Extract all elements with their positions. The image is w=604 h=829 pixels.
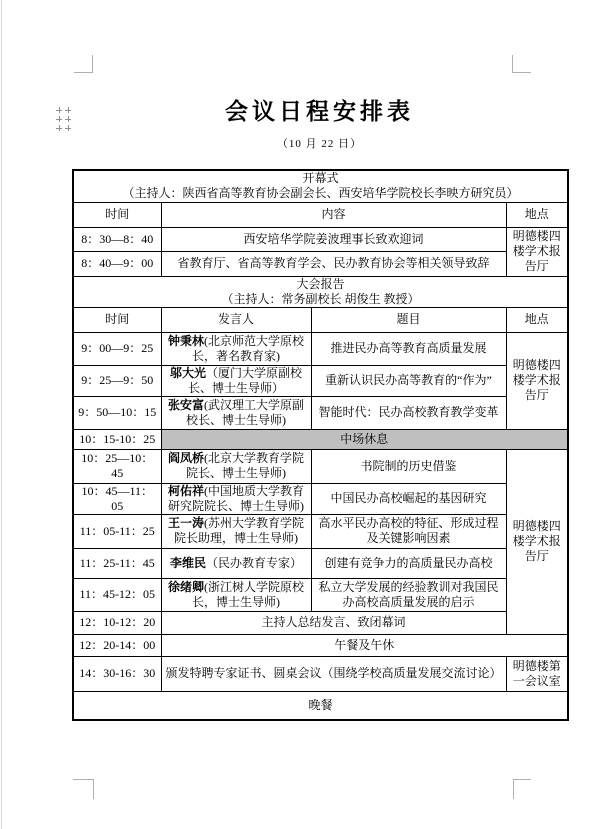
opening-host-line: （主持人：陕西省高等教育协会副会长、西安培华学院校长李映方研究员） <box>122 186 519 201</box>
report-host-line: （主持人：常务副校长 胡俊生 教授） <box>221 291 420 306</box>
column-header-content[interactable]: 内容 <box>161 202 506 227</box>
margin-crop-mark-bottom-right-icon <box>513 779 531 799</box>
time-cell[interactable]: 9：25—9：50 <box>73 365 161 396</box>
time-cell[interactable]: 9：50—10：15 <box>73 396 161 429</box>
time-cell[interactable]: 11：45-12：05 <box>73 578 161 611</box>
margin-crop-mark-bottom-left-icon <box>73 779 94 799</box>
closing-cell[interactable]: 主持人总结发言、致闭幕词 <box>161 611 506 634</box>
page-edge-line <box>1 0 2 829</box>
column-header-time[interactable]: 时间 <box>73 202 161 227</box>
opening-section-header-cell[interactable] <box>73 170 568 202</box>
topic-cell[interactable]: 书院制的历史借鉴 <box>311 449 506 483</box>
break-cell[interactable]: 中场休息 <box>161 429 568 449</box>
speaker-affiliation: (武汉理工大学原副校长、博士生导师) <box>186 397 304 427</box>
column-header-place[interactable]: 地点 <box>506 307 568 332</box>
time-cell[interactable]: 8：30—8：40 <box>73 227 161 251</box>
speaker-affiliation: （厦门大学原副校长、博士生导师） <box>187 365 303 395</box>
speaker-affiliation: (北京师范大学原校长，著名教育家) <box>192 333 304 363</box>
afternoon-cell[interactable]: 颁发特聘专家证书、圆桌会议（围绕学校高质量发展交流讨论） <box>161 656 506 691</box>
column-header-speaker[interactable]: 发言人 <box>161 307 311 332</box>
speaker-name: 柯佑祥 <box>167 483 204 498</box>
speaker-cell[interactable] <box>161 548 311 578</box>
lunch-cell[interactable]: 午餐及午休 <box>161 634 568 656</box>
topic-cell[interactable]: 创建有竞争力的高质量民办高校 <box>311 548 506 578</box>
place-cell[interactable]: 明德楼四楼学术报告厅 <box>506 332 568 429</box>
speaker-affiliation: (中国地质大学教育研究院院长、博士生导师) <box>168 483 304 513</box>
speaker-name: 李维民 <box>169 555 206 570</box>
time-cell[interactable]: 12：20-14：00 <box>73 634 161 656</box>
time-cell[interactable]: 10：25—10：45 <box>73 449 161 483</box>
speaker-affiliation: (浙江树人学院原校长，博士生导师) <box>192 579 304 609</box>
column-header-time[interactable]: 时间 <box>73 307 161 332</box>
speaker-name: 张安富 <box>167 397 204 412</box>
speaker-cell[interactable] <box>161 396 311 429</box>
place-cell[interactable]: 明德楼第一会议室 <box>506 656 568 691</box>
topic-cell[interactable]: 推进民办高等教育高质量发展 <box>311 332 506 365</box>
topic-cell[interactable]: 中国民办高校崛起的基因研究 <box>311 483 506 514</box>
time-cell[interactable]: 9：00—9：25 <box>73 332 161 365</box>
time-cell[interactable]: 12：10-12：20 <box>73 611 161 634</box>
table-move-handle-icon[interactable] <box>56 107 71 131</box>
speaker-affiliation: (北京大学教育学院院长、博士生导师) <box>186 451 304 480</box>
topic-cell[interactable]: 智能时代：民办高校教育教学变革 <box>311 396 506 429</box>
opening-section-title: 开幕式 <box>302 171 339 186</box>
column-header-place[interactable]: 地点 <box>506 202 568 227</box>
time-cell[interactable]: 10：15-10：25 <box>73 429 161 449</box>
speaker-name: 钟秉林 <box>167 333 204 348</box>
speaker-cell[interactable] <box>161 514 311 548</box>
schedule-table <box>72 169 569 721</box>
speaker-name: 徐绪卿 <box>167 579 204 594</box>
time-cell[interactable]: 11：25-11：45 <box>73 548 161 578</box>
document-title[interactable]: 会议日程安排表 <box>225 99 414 124</box>
margin-crop-mark-top-left-icon <box>74 55 93 73</box>
topic-cell[interactable]: 重新认识民办高等教育的“作为” <box>311 365 506 396</box>
content-cell[interactable]: 省教育厅、省高等教育学会、民办教育协会等相关领导致辞 <box>161 251 506 276</box>
time-cell[interactable]: 10：45—11：05 <box>73 483 161 514</box>
topic-cell[interactable]: 高水平民办高校的特征、形成过程及关键影响因素 <box>311 514 506 548</box>
speaker-name: 阎凤桥 <box>167 451 204 465</box>
margin-crop-mark-top-right-icon <box>512 55 531 73</box>
speaker-cell[interactable] <box>161 449 311 483</box>
speaker-cell[interactable] <box>161 483 311 514</box>
time-cell[interactable]: 8：40—9：00 <box>73 251 161 276</box>
report-section-title: 大会报告 <box>296 276 345 291</box>
speaker-cell[interactable] <box>161 578 311 611</box>
column-header-topic[interactable]: 题目 <box>311 307 506 332</box>
document-date[interactable]: （10 月 22 日） <box>276 138 363 150</box>
dinner-cell[interactable]: 晚餐 <box>73 691 568 720</box>
speaker-name: 王一涛 <box>167 516 204 530</box>
speaker-affiliation: (苏州大学教育学院院长助理，博士生导师) <box>174 516 304 545</box>
speaker-name: 邬大光 <box>169 365 206 380</box>
speaker-cell[interactable] <box>161 365 311 396</box>
report-section-header-cell[interactable] <box>73 276 568 307</box>
place-cell[interactable]: 明德楼四楼学术报告厅 <box>506 449 568 634</box>
time-cell[interactable]: 11：05-11：25 <box>73 514 161 548</box>
content-cell[interactable]: 西安培华学院姜波理事长致欢迎词 <box>161 227 506 251</box>
speaker-affiliation: （民办教育专家） <box>206 555 303 570</box>
time-cell[interactable]: 14：30-16：30 <box>73 656 161 691</box>
topic-cell[interactable]: 私立大学发展的经验教训对我国民办高校高质量发展的启示 <box>311 578 506 611</box>
place-cell[interactable]: 明德楼四楼学术报告厅 <box>506 227 568 276</box>
speaker-cell[interactable] <box>161 332 311 365</box>
